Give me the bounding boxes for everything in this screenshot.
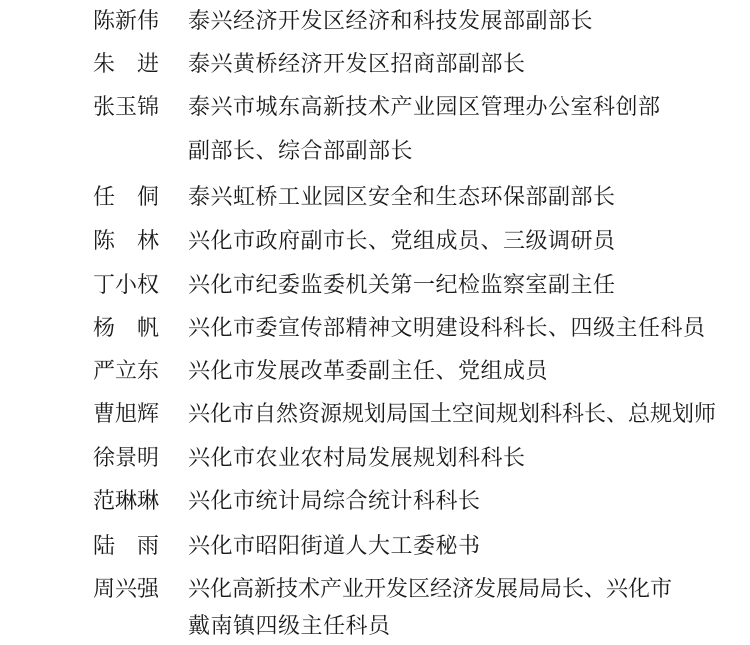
list-item (0, 311, 750, 347)
person-title-continued: 副部长、综合部副部长 (188, 139, 414, 164)
list-item (0, 354, 750, 390)
person-name: 范琳琳 (93, 489, 160, 514)
person-name: 陈 林 (93, 229, 160, 254)
person-name: 周兴强 (93, 577, 160, 602)
person-name: 张玉锦 (93, 95, 160, 120)
list-item (0, 224, 750, 260)
person-title: 兴化市自然资源规划局国土空间规划科科长、总规划师 (188, 402, 717, 427)
person-title: 泰兴虹桥工业园区安全和生态环保部副部长 (188, 185, 616, 210)
person-title: 兴化高新技术产业开发区经济发展局局长、兴化市 (188, 577, 673, 602)
person-title: 兴化市昭阳街道人大工委秘书 (188, 534, 481, 559)
person-title: 兴化市委宣传部精神文明建设科科长、四级主任科员 (188, 316, 706, 341)
person-name: 朱 进 (93, 52, 160, 77)
list-item (0, 90, 750, 170)
list-item (0, 4, 750, 40)
person-title: 兴化市政府副市长、党组成员、三级调研员 (188, 229, 616, 254)
person-name: 杨 帆 (93, 316, 160, 341)
person-name: 曹旭辉 (93, 402, 160, 427)
list-item (0, 180, 750, 216)
list-item (0, 47, 750, 83)
person-name: 徐景明 (93, 446, 160, 471)
person-name: 陈新伟 (93, 9, 160, 34)
person-name: 严立东 (93, 359, 160, 384)
list-item (0, 484, 750, 520)
person-title: 兴化市统计局综合统计科科长 (188, 489, 481, 514)
person-title: 兴化市纪委监委机关第一纪检监察室副主任 (188, 273, 616, 298)
list-item (0, 397, 750, 433)
person-title: 泰兴黄桥经济开发区招商部副部长 (188, 52, 526, 77)
list-item (0, 268, 750, 304)
person-title: 泰兴市城东高新技术产业园区管理办公室科创部 (188, 95, 661, 120)
person-title: 兴化市发展改革委副主任、党组成员 (188, 359, 549, 384)
list-item (0, 441, 750, 477)
person-title: 泰兴经济开发区经济和科技发展部副部长 (188, 9, 594, 34)
person-title: 兴化市农业农村局发展规划科科长 (188, 446, 526, 471)
list-item (0, 529, 750, 565)
person-name: 任 侗 (93, 185, 160, 210)
person-name: 丁小权 (93, 273, 160, 298)
list-item (0, 572, 750, 642)
person-name: 陆 雨 (93, 534, 160, 559)
person-title-continued: 戴南镇四级主任科员 (188, 614, 391, 639)
